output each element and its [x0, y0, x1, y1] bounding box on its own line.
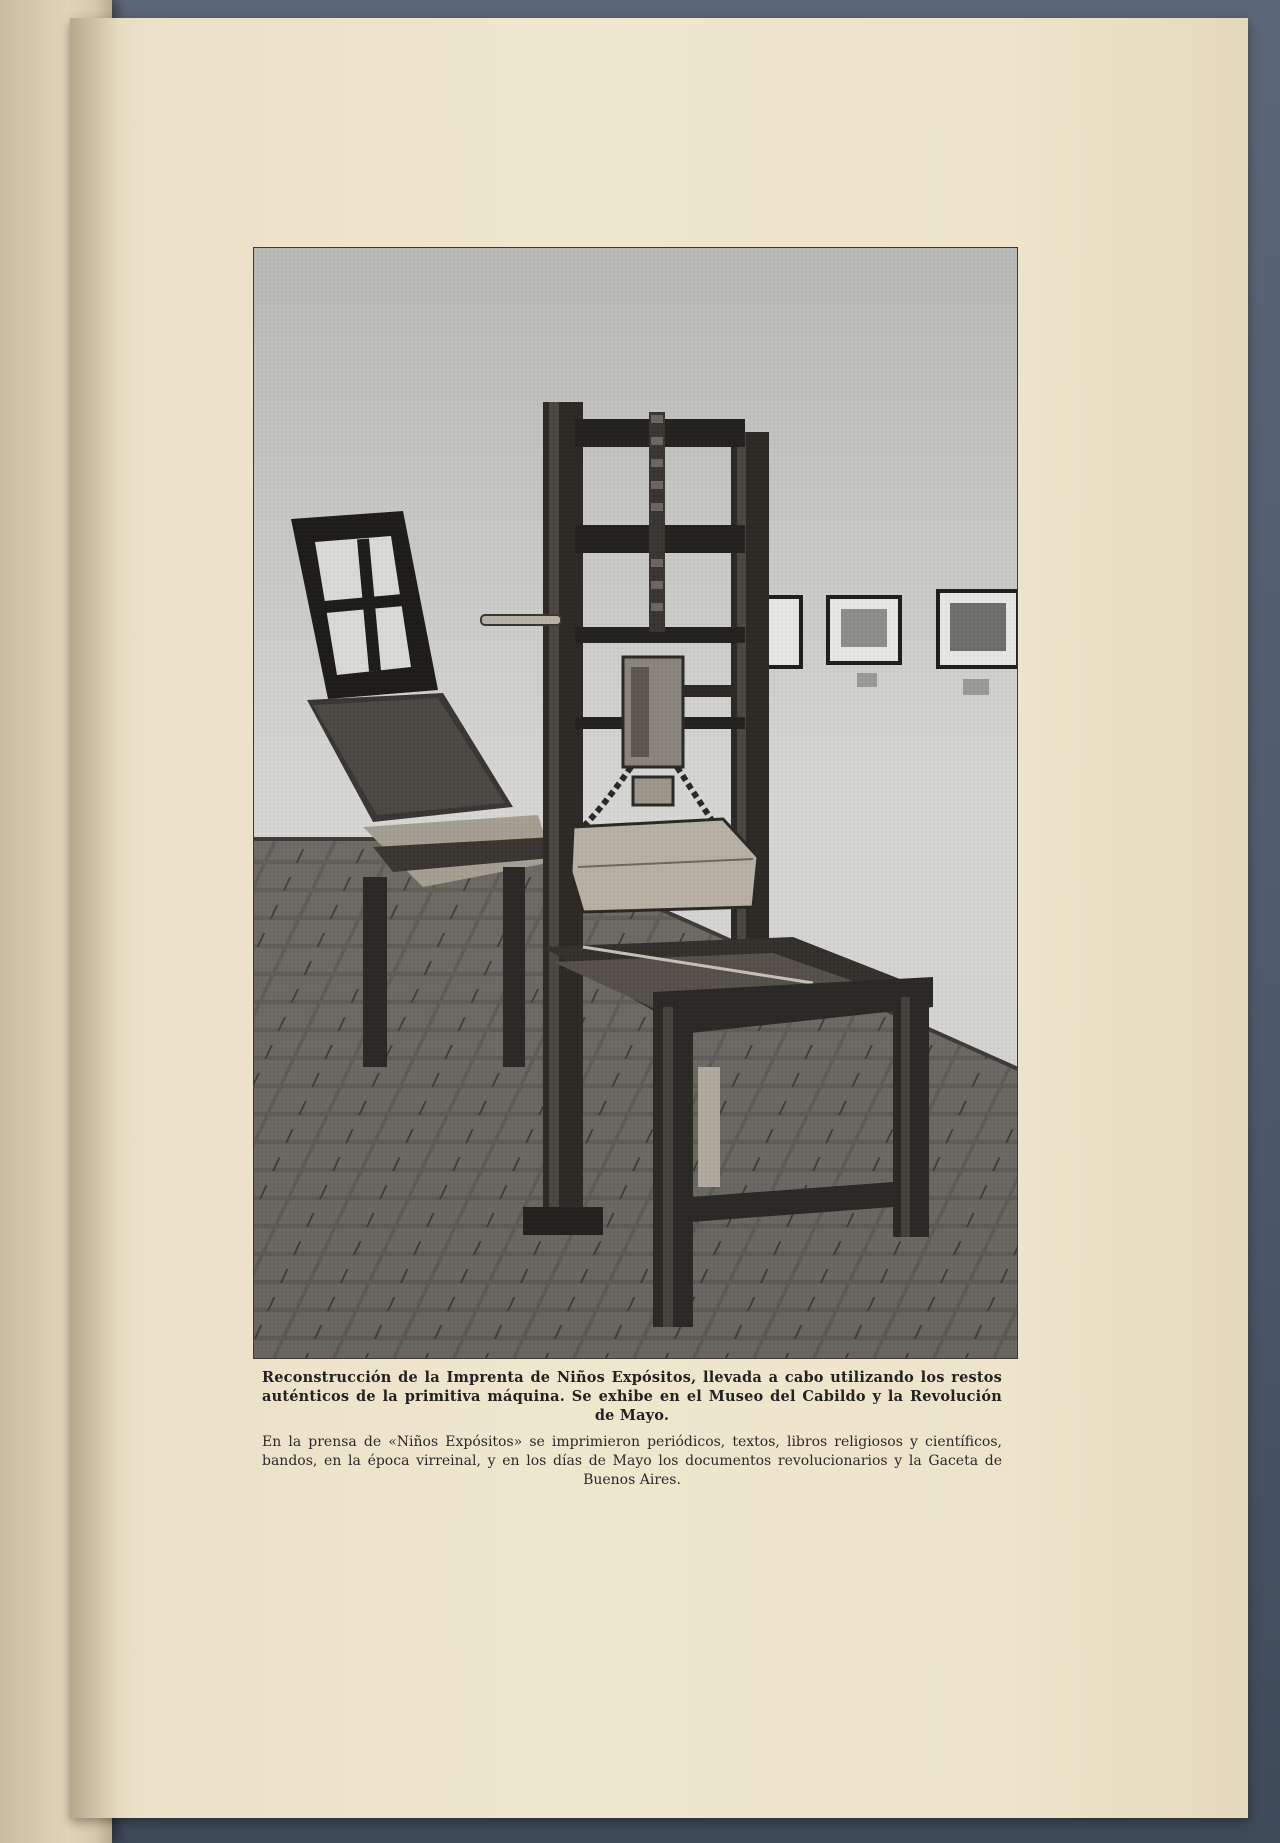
printing-press-photo: [253, 247, 1018, 1359]
caption-body: En la prensa de «Niños Expósitos» se imprimieron periódicos, textos, libros religiosos y científicos, bandos, en la época virreinal, y en los días de Mayo los documentos revolucionarios y la Gaceta de Buenos Aires.: [262, 1434, 1002, 1488]
photo-caption: [262, 1368, 1002, 1490]
printing-press-illustration: [253, 247, 1018, 1359]
caption-title: Reconstrucción de la Imprenta de Niños Expósitos, llevada a cabo utilizando los restos auténticos de la primitiva máquina. Se exhibe en el Museo del Cabildo y la Revolución de Mayo.: [262, 1369, 1002, 1424]
